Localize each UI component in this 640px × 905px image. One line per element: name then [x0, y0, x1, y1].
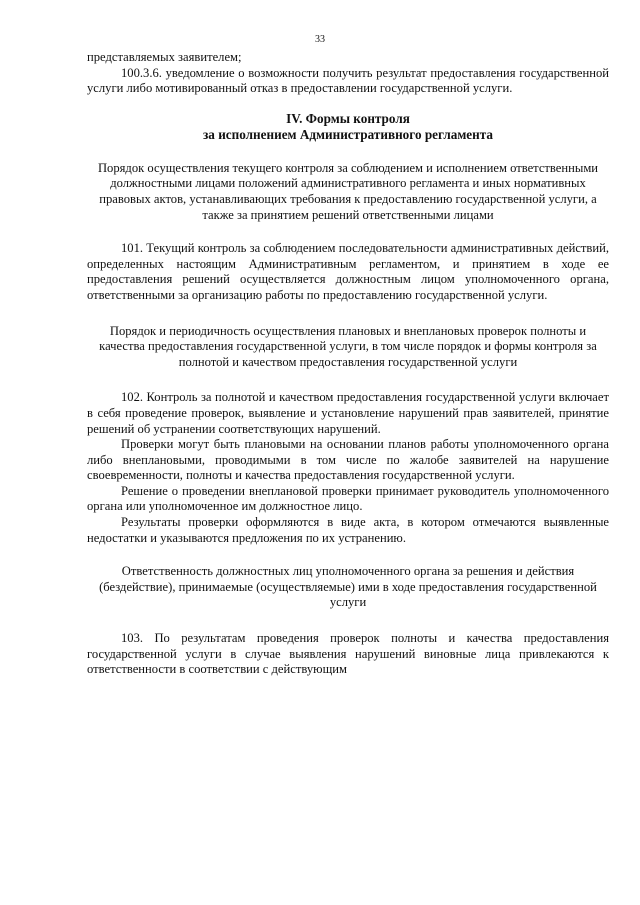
section-title: [87, 111, 609, 143]
section-title-line-2: за исполнением Административного регламента: [203, 126, 493, 142]
subheading-responsibility: Ответственность должностных лиц уполномоченного органа за решения и действия (бездействие), принимаемые (осуществляемые) ими в ходе предоставления государственной услуги: [99, 564, 597, 610]
paragraph-103: 103. По результатам проведения проверок полноты и качества предоставления государственной услуги в случае выявления нарушений виновные лица привлекаются к ответственности в соответствии с действующим: [87, 631, 609, 677]
paragraph-fragment: представляемых заявителем;: [87, 50, 242, 64]
page-number: 33: [315, 34, 325, 45]
paragraph-102: 102. Контроль за полнотой и качеством предоставления государственной услуги включает в себя проведение проверок, выявление и установление нарушений прав заявителей, принятие решений об устранении соответствующих нарушений.: [87, 390, 609, 436]
subheading-current-control: Порядок осуществления текущего контроля за соблюдением и исполнением ответственными должностными лицами положений административного регламента и иных нормативных правовых актов, устанавливающих требования к предоставлению государственной услуги, а также за принятием решений ответственными лицами: [97, 160, 599, 222]
paragraph-102-decision: Решение о проведении внеплановой проверки принимает руководитель уполномоченного органа или уполномоченное им должностное лицо.: [87, 483, 609, 514]
paragraph-102-results: Результаты проверки оформляются в виде акта, в котором отмечаются выявленные недостатки и указываются предложения по их устранению.: [87, 515, 609, 545]
page-body: [87, 50, 609, 678]
paragraph-102-inspections: Проверки могут быть плановыми на основании планов работы уполномоченного органа либо внеплановыми, проводимыми в том числе по жалобе заявителей на нарушение своевременности, полноты и качества предоставления государственной услуги.: [87, 437, 609, 483]
section-title-line-1: IV. Формы контроля: [286, 110, 410, 126]
paragraph-101: 101. Текущий контроль за соблюдением последовательности административных действий, определенных настоящим Административным регламентом, и принятием в ходе ее предоставления решений осуществляется должностным лицом уполномоченного органа, ответственными за организацию работы по предоставлению государственной услуги.: [87, 241, 609, 302]
subheading-inspections: Порядок и периодичность осуществления плановых и внеплановых проверок полноты и качества предоставления государственной услуги, в том числе порядок и формы контроля за полнотой и качеством предоставления государственной услуги: [99, 323, 597, 369]
paragraph-100-3-6: 100.3.6. уведомление о возможности получить результат предоставления государственной услуги либо мотивированный отказ в предоставлении государственной услуги.: [87, 65, 609, 96]
